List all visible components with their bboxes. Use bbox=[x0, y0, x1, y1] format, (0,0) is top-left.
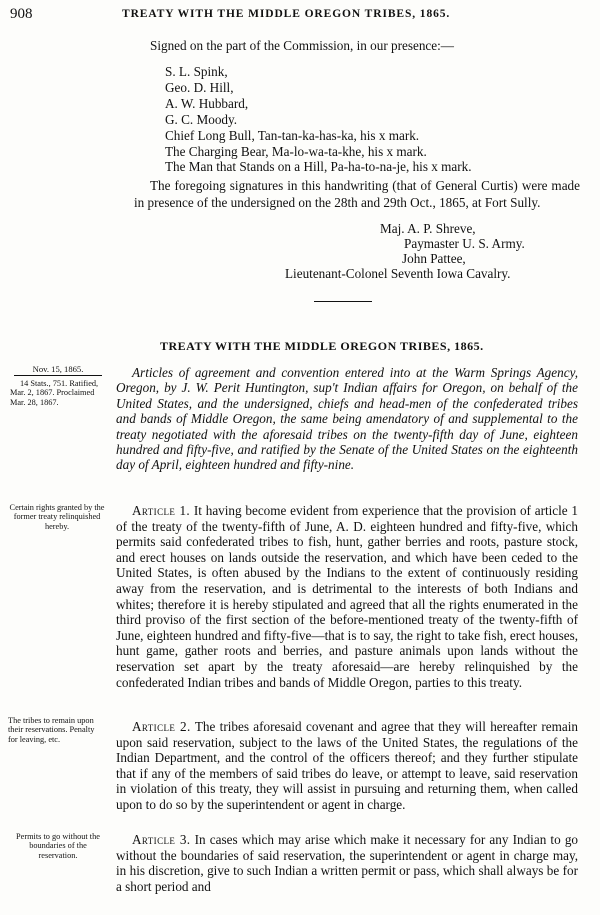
article-text: The tribes aforesaid covenant and agree that they will hereafter remain upon said reservation, subject to the laws of the United States, the regulations of the Indian Department, and the control of the officers thereof; and they further stipulate that if any of the members of said tribes do leave, or attempt to leave, said reservation in violation of this treaty, they will assist in pursuing and returning them, when called upon to do so by the superintendent or agent in charge. bbox=[116, 719, 579, 812]
signatory: Geo. D. Hill, bbox=[165, 79, 234, 95]
margin-note-remain: The tribes to remain upon their reservations. Penalty for leaving, etc. bbox=[8, 716, 95, 744]
signatory: A. W. Hubbard, bbox=[165, 95, 249, 111]
article-3 bbox=[116, 832, 578, 894]
article-1 bbox=[116, 503, 578, 690]
witness-line: Lieutenant-Colonel Seventh Iowa Cavalry. bbox=[285, 266, 511, 281]
page-header bbox=[0, 6, 600, 26]
witness-line: John Pattee, bbox=[402, 251, 466, 266]
margin-note-date: Nov. 15, 1865. bbox=[32, 364, 84, 374]
witness-line: Maj. A. P. Shreve, bbox=[380, 221, 476, 236]
treaty-title: TREATY WITH THE MIDDLE OREGON TRIBES, 1865. bbox=[160, 339, 484, 353]
article-heading: Article 2. bbox=[132, 719, 191, 734]
signatory: The Charging Bear, Ma-lo-wa-ta-khe, his x mark. bbox=[165, 143, 427, 159]
signatory-list bbox=[165, 64, 472, 175]
page-number: 908 bbox=[10, 6, 33, 22]
signatory: Chief Long Bull, Tan-tan-ka-has-ka, his x mark. bbox=[165, 127, 420, 143]
witness-line: Paymaster U. S. Army. bbox=[404, 236, 525, 251]
article-heading: Article 1. bbox=[132, 503, 191, 518]
signed-line: Signed on the part of the Commission, in our presence:— bbox=[150, 38, 454, 53]
margin-note-statutes: 14 Stats., 751. Ratified, Mar. 2, 1867. Proclaimed Mar. 28, 1867. bbox=[10, 379, 99, 407]
margin-note-rights: Certain rights granted by the former treaty relinquished hereby. bbox=[9, 503, 105, 531]
signatory: The Man that Stands on a Hill, Pa-ha-to-na-je, his x mark. bbox=[165, 159, 472, 175]
attestation-paragraph: The foregoing signatures in this handwriting (that of General Curtis) were made in presence of the undersigned on the 28th and 29th Oct., 1865, at Fort Sully. bbox=[134, 178, 580, 211]
article-text: It having become evident from experience that the provision of article 1 of the treaty of the twenty-fifth of June, A. D. eighteen hundred and fifty-five, which permits said confederated tribes to fish, hunt, gather berries and roots, pasture stock, and erect houses on lands outside the reservation, and which have been ceded to the United States, is often abused by the Indians to the extent of continuously residing away from the reservation, and is detrimental to the interests of both Indians and whites; therefore it is hereby stipulated and agreed that all the rights enumerated in the third proviso of the first section of the before-mentioned treaty of the twenty-fifth of June, eighteen hundred and fifty-five—that is to say, the right to take fish, erect houses, hunt game, gather roots and berries, and pasture animals upon lands without the reservation set apart by the treaty aforesaid—are hereby relinquished by the confederated Indian tribes and bands of Middle Oregon, parties to this treaty. bbox=[116, 503, 579, 690]
running-title: TREATY WITH THE MIDDLE OREGON TRIBES, 1865. bbox=[122, 8, 451, 20]
signatory: G. C. Moody. bbox=[165, 111, 238, 127]
article-2 bbox=[116, 719, 578, 813]
article-text: In cases which may arise which make it necessary for any Indian to go without the boundaries of said reservation, the superintendent or agent in charge may, in his discretion, give to such Indian a written permit or pass, which shall always be for a short period and bbox=[116, 832, 579, 894]
signatory: S. L. Spink, bbox=[165, 64, 228, 79]
margin-note-permits: Permits to go without the boundaries of the reservation. bbox=[16, 832, 100, 860]
section-divider bbox=[314, 301, 372, 302]
article-heading: Article 3. bbox=[132, 832, 191, 847]
preamble-paragraph: Articles of agreement and convention entered into at the Warm Springs Agency, Oregon, by J. W. Perit Huntington, sup't Indian affairs for Oregon, on behalf of the United States, and the undersigned, chiefs and head-men of the confederated tribes and bands of Middle Oregon, the same being amendatory of and supplemental to the treaty negotiated with the aforesaid tribes on the twenty-fifth day of June, eighteen hundred and fifty-five, and ratified by the Senate of the United States on the eighteenth day of April, eighteen hundred and fifty-nine. bbox=[116, 365, 578, 473]
margin-divider bbox=[14, 375, 102, 376]
